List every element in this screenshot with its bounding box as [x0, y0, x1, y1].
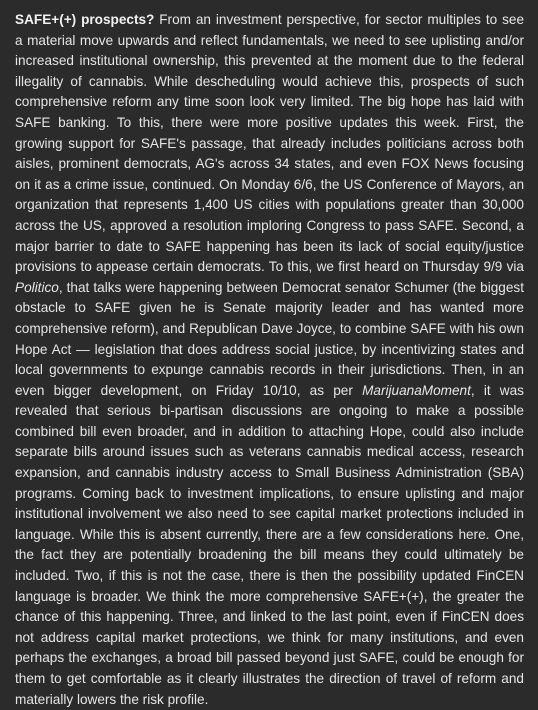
paragraph-text-part-1: From an investment perspective, for sector multiples to see a material move upwards and reflect fundamentals, we need to see uplisting and/or increased institutional ownership, this prevented at the moment due to the federal illegality of cannabis. While descheduling would achieve this, prospects of such comprehensive reform any time soon look very limited. The big hope has laid with SAFE banking. To this, there were more positive updates this week. First, the growing support for SAFE's passage, that already includes politicians across both aisles, prominent democrats, AG's across 34 states, and even FOX News focusing on it as a crime issue, continued. On Monday 6/6, the US Conference of Mayors, an organization that represents 1,400 US cities with populations greater than 30,000 across the US, approved a resolution imploring Congress to pass SAFE. Second, a major barrier to date to SAFE happening has been its lack of social equity/justice provisions to appease certain democrats. To this, we first heard on Thursday 9/9 via: [15, 12, 525, 275]
article-paragraph: [15, 10, 524, 710]
paragraph-text-part-2: , that talks were happening between Democrat senator Schumer (the biggest obstacle to SAFE given he is Senate majority leader and has wanted more comprehensive reform), and Republican Dave Joyce, to combine SAFE with his own Hope Act — legislation that does address social justice, by incentivizing states and local governments to expunge cannabis records in their jurisdictions. Then, in an even bigger development, on Friday 10/10, as per: [15, 279, 524, 398]
source-politico: Politico: [15, 279, 59, 295]
paragraph-heading: SAFE+(+) prospects?: [15, 12, 155, 27]
paragraph-text-part-3: , it was revealed that serious bi-partisan discussions are ongoing to make a possible combined bill even broader, and in addition to attaching Hope, could also include separate bills around issues such as veterans cannabis medical access, research expansion, and cannabis industry access to Small Business Administration (SBA) programs. Coming back to investment implications, to ensure uplisting and major institutional involvement we also need to see capital market protections included in language. While this is absent currently, there are a few considerations here. One, the fact they are potentially broadening the bill means they could ultimately be included. Two, if this is not the case, there is then the possibility updated FinCEN language is broader. We think the more comprehensive SAFE+(+), the greater the chance of this happening. Three, and linked to the last point, even if FinCEN does not address capital market protections, we think for many institutions, and even perhaps the exchanges, a broad bill passed beyond just SAFE, could be enough for them to get comfortable as it clearly illustrates the direction of travel of reform and materially lowers the risk profile.: [15, 382, 524, 707]
source-marijuanamoment: MarijuanaMoment: [362, 382, 471, 398]
